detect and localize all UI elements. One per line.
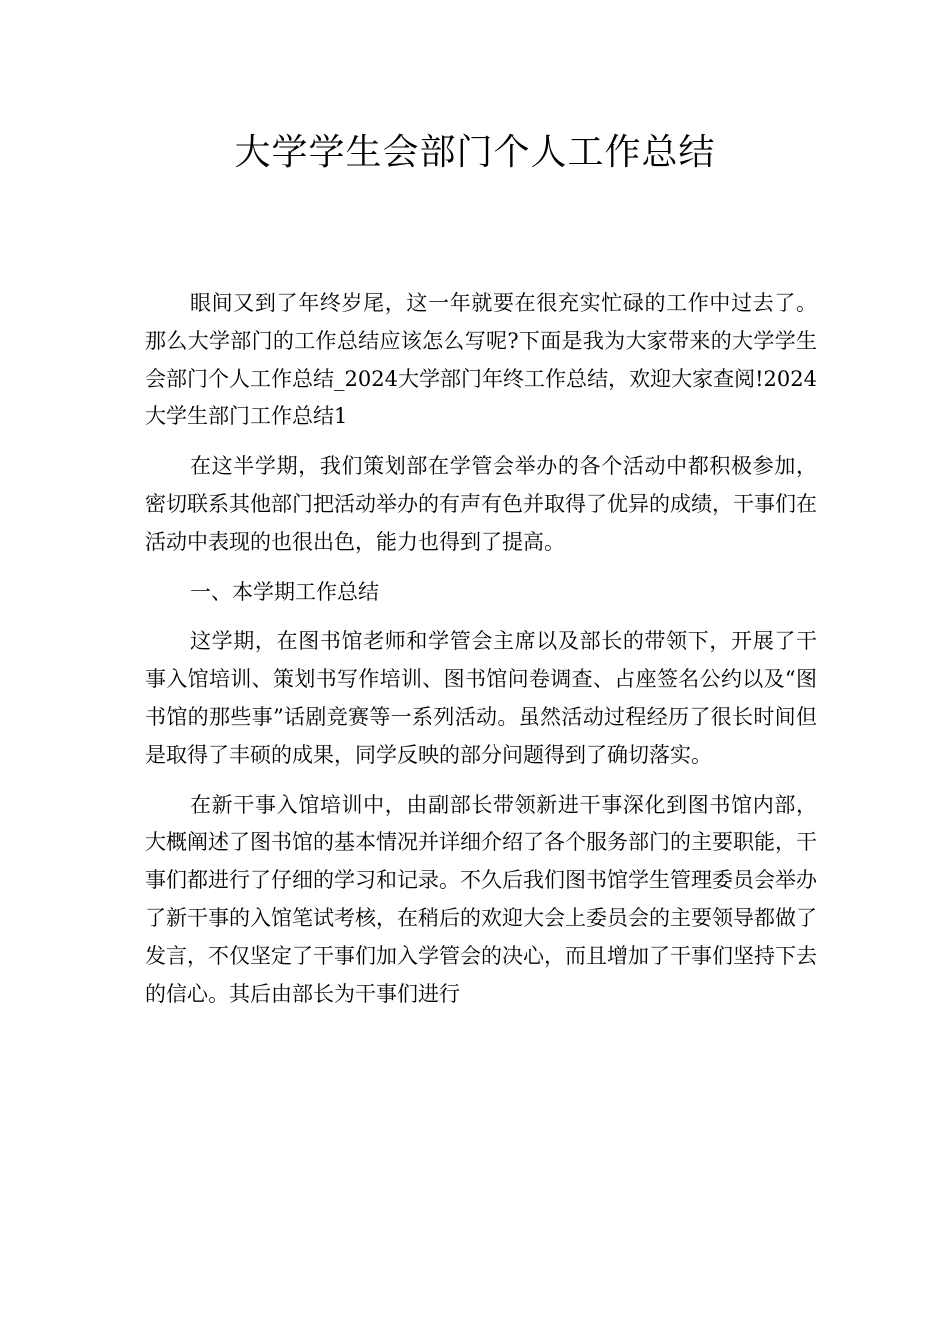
paragraph-intro: 眼间又到了年终岁尾，这一年就要在很充实忙碌的工作中过去了。那么大学部门的工作总结应该怎么写呢?下面是我为大家带来的大学学生会部门个人工作总结_2024大学部门年终工作总结，欢迎大家查阅!2024大学生部门工作总结1 <box>145 291 817 429</box>
document-body <box>145 285 817 1025</box>
paragraph-overview: 在这半学期，我们策划部在学管会举办的各个活动中都积极参加，密切联系其他部门把活动举办的有声有色并取得了优异的成绩，干事们在活动中表现的也很出色，能力也得到了提高。 <box>145 454 817 554</box>
document-title: 大学学生会部门个人工作总结 <box>234 132 716 173</box>
section-heading: 一、本学期工作总结 <box>190 579 379 604</box>
paragraph-training: 在新干事入馆培训中，由副部长带领新进干事深化到图书馆内部，大概阐述了图书馆的基本情况并详细介绍了各个服务部门的主要职能，干事们都进行了仔细的学习和记录。不久后我们图书馆学生管理委员会举办了新干事的入馆笔试考核，在稍后的欢迎大会上委员会的主要领导都做了发言，不仅坚定了干事们加入学管会的决心，而且增加了干事们坚持下去的信心。其后由部长为干事们进行 <box>145 792 817 1006</box>
paragraph-activities: 这学期，在图书馆老师和学管会主席以及部长的带领下，开展了干事入馆培训、策划书写作培训、图书馆问卷调查、占座签名公约以及“图书馆的那些事”话剧竞赛等一系列活动。虽然活动过程经历了很长时间但是取得了丰硕的成果，同学反映的部分问题得到了确切落实。 <box>145 629 817 767</box>
